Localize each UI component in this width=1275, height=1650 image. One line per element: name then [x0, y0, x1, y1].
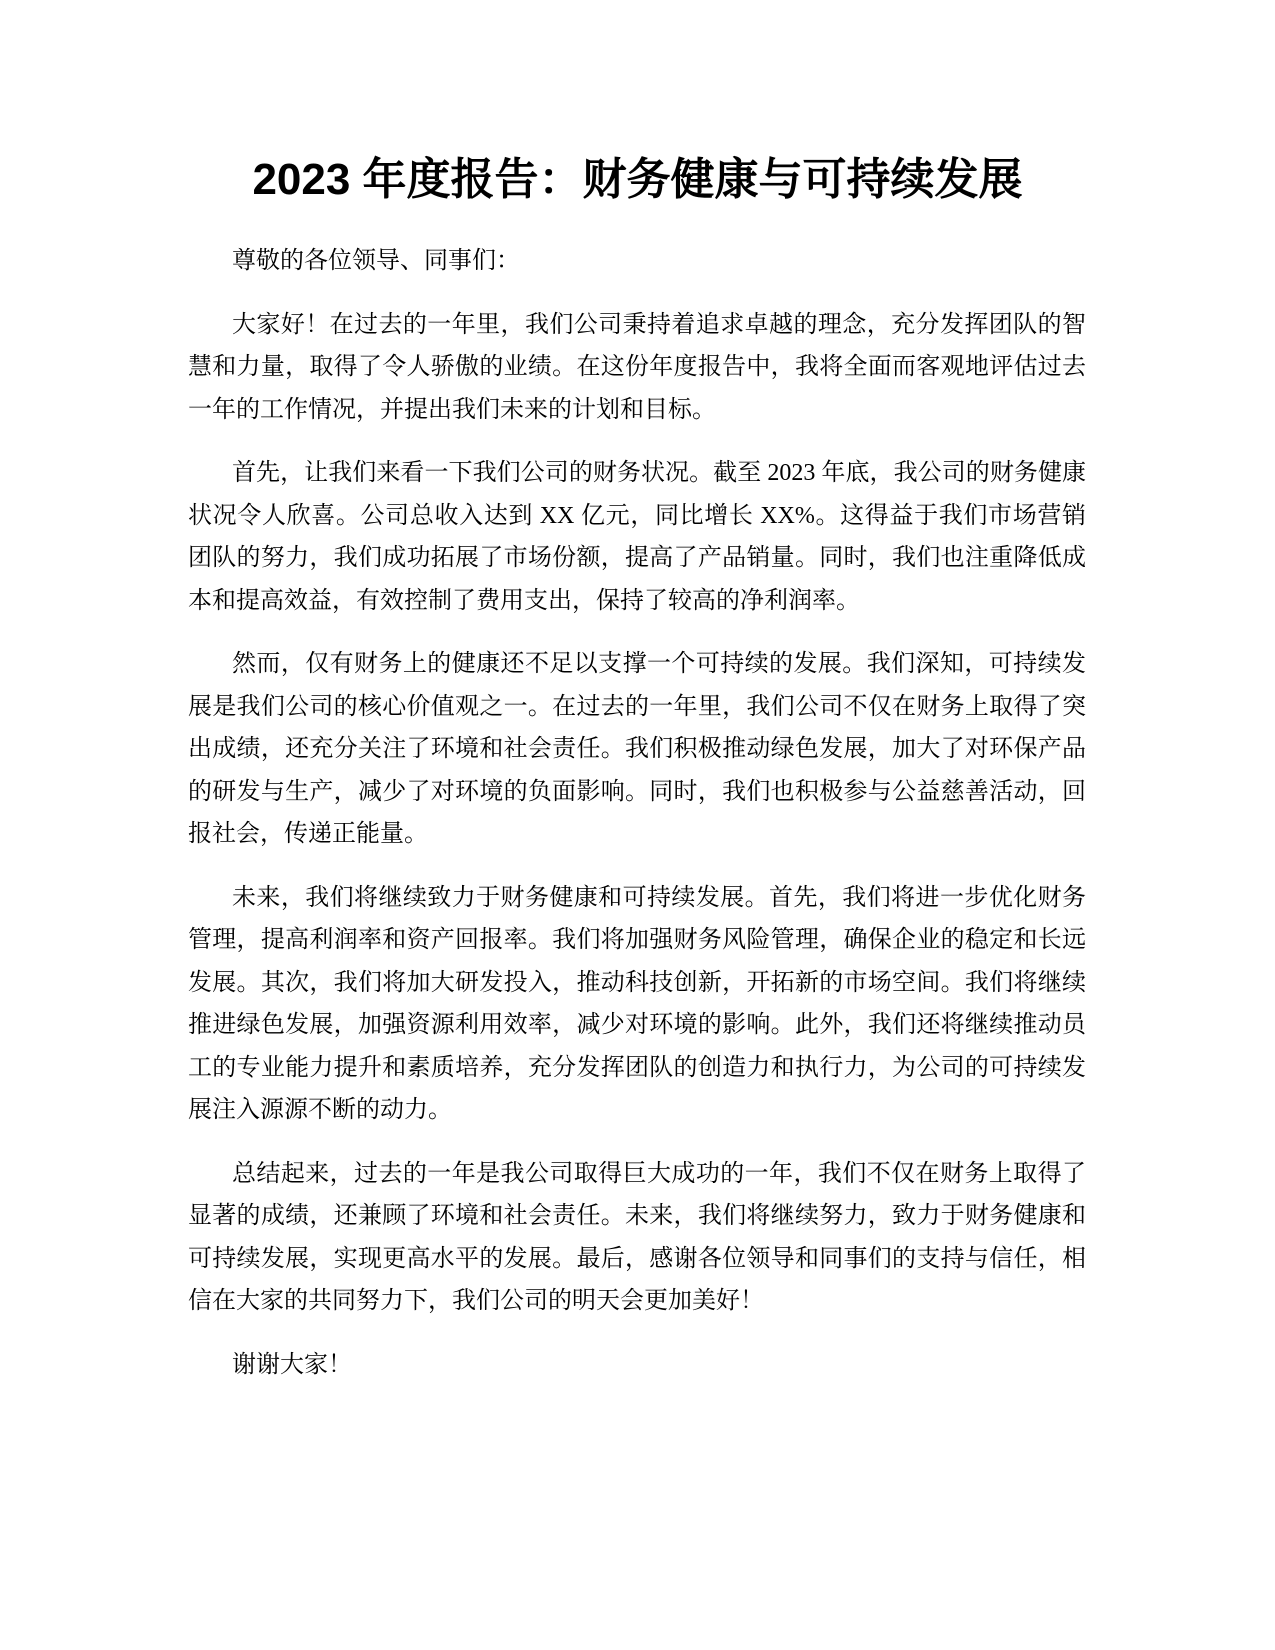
paragraph-greeting: 大家好！在过去的一年里，我们公司秉持着追求卓越的理念，充分发挥团队的智慧和力量，取得了令人骄傲的业绩。在这份年度报告中，我将全面而客观地评估过去一年的工作情况，并提出我们未来的计划和目标。	[188, 311, 1086, 423]
paragraph-summary: 总结起来，过去的一年是我公司取得巨大成功的一年，我们不仅在财务上取得了显著的成绩，还兼顾了环境和社会责任。未来，我们将继续努力，致力于财务健康和可持续发展，实现更高水平的发展。最后，感谢各位领导和同事们的支持与信任，相信在大家的共同努力下，我们公司的明天会更加美好！	[188, 1160, 1086, 1314]
paragraph-financial-status: 首先，让我们来看一下我们公司的财务状况。截至 2023 年底，我公司的财务健康状况令人欣喜。公司总收入达到 XX 亿元，同比增长 XX%。这得益于我们市场营销团队的努力，我们成功拓展了市场份额，提高了产品销量。同时，我们也注重降低成本和提高效益，有效控制了费用支出，保持了较高的净利润率。	[188, 460, 1086, 614]
page-title: 2023 年度报告：财务健康与可持续发展	[252, 155, 1023, 204]
paragraph-future-plans: 未来，我们将继续致力于财务健康和可持续发展。首先，我们将进一步优化财务管理，提高利润率和资产回报率。我们将加强财务风险管理，确保企业的稳定和长远发展。其次，我们将加大研发投入，推动科技创新，开拓新的市场空间。我们将继续推进绿色发展，加强资源利用效率，减少对环境的影响。此外，我们还将继续推动员工的专业能力提升和素质培养，充分发挥团队的创造力和执行力，为公司的可持续发展注入源源不断的动力。	[188, 884, 1086, 1123]
salutation: 尊敬的各位领导、同事们：	[232, 248, 520, 274]
document-body	[188, 240, 1086, 1407]
closing: 谢谢大家！	[232, 1351, 352, 1378]
paragraph-sustainability: 然而，仅有财务上的健康还不足以支撑一个可持续的发展。我们深知，可持续发展是我们公司的核心价值观之一。在过去的一年里，我们公司不仅在财务上取得了突出成绩，还充分关注了环境和社会责任。我们积极推动绿色发展，加大了对环保产品的研发与生产，减少了对环境的负面影响。同时，我们也积极参与公益慈善活动，回报社会，传递正能量。	[188, 651, 1086, 847]
